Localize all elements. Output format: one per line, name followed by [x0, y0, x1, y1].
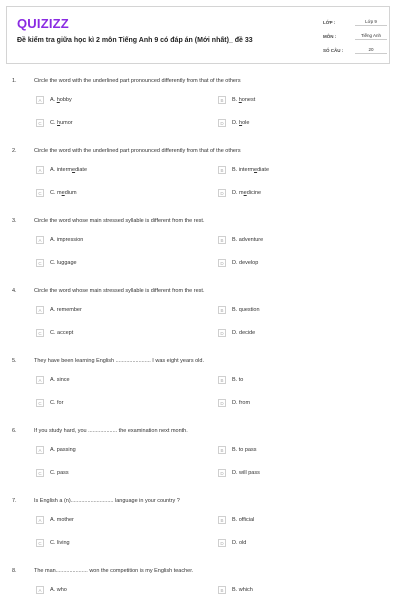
option-prefix: B.: [232, 237, 239, 243]
option-text: [232, 470, 260, 476]
option-prefix: C.: [50, 260, 58, 266]
meta-label: SỐ CÂU :: [323, 47, 344, 53]
underlined-letters: h: [57, 120, 61, 126]
option-letter-box: D: [218, 469, 226, 477]
option-letter-box: D: [218, 259, 226, 267]
answer-option[interactable]: [36, 537, 70, 549]
worksheet-header: [6, 6, 390, 64]
meta-label: MÔN :: [323, 33, 337, 39]
option-letter-box: D: [218, 399, 226, 407]
underlined-letters: e: [243, 190, 247, 196]
option-text-start: old: [239, 540, 247, 546]
question-text: Is English a (n)............................ language in your country ?: [34, 498, 180, 504]
meta-value: Lớp 9: [355, 19, 387, 26]
answer-option[interactable]: [218, 444, 256, 456]
option-letter-box: A: [36, 236, 44, 244]
option-text-start: for: [57, 400, 64, 406]
option-text: [232, 447, 256, 453]
underlined-letters: h: [238, 97, 242, 103]
underlined-letters: e: [254, 167, 258, 173]
option-letter-box: B: [218, 306, 226, 314]
option-text: [50, 260, 77, 266]
option-prefix: C.: [50, 330, 58, 336]
option-text-start: from: [239, 400, 251, 406]
meta-row-count: [323, 43, 387, 57]
option-prefix: B.: [232, 97, 239, 103]
question-number: 7.: [12, 498, 17, 504]
answer-option[interactable]: [218, 327, 255, 339]
option-prefix: D.: [232, 120, 240, 126]
option-letter-box: B: [218, 446, 226, 454]
option-prefix: B.: [232, 377, 239, 383]
question-number: 1.: [12, 78, 17, 84]
answer-option[interactable]: [218, 117, 249, 129]
question-text: They have been learning English ....................... I was eight years old.: [34, 358, 204, 364]
answer-option[interactable]: [36, 444, 76, 456]
option-prefix: A.: [50, 447, 57, 453]
meta-label: LỚP :: [323, 19, 336, 25]
option-letter-box: A: [36, 586, 44, 594]
option-letter-box: B: [218, 376, 226, 384]
question-text: Circle the word with the underlined part pronounced differently from that of the others: [34, 148, 241, 154]
meta-info: [323, 15, 387, 57]
option-letter-box: C: [36, 119, 44, 127]
option-text: [50, 587, 67, 593]
option-letter-box: C: [36, 259, 44, 267]
option-text: [232, 97, 255, 103]
option-prefix: D.: [232, 190, 240, 196]
question-number: 3.: [12, 218, 17, 224]
option-text: [50, 97, 72, 103]
underlined-letters: h: [56, 97, 60, 103]
option-prefix: D.: [232, 260, 240, 266]
answer-option[interactable]: [218, 374, 243, 386]
option-prefix: D.: [232, 470, 240, 476]
answer-option[interactable]: [36, 234, 83, 246]
option-prefix: B.: [232, 587, 239, 593]
option-letter-box: A: [36, 446, 44, 454]
option-prefix: A.: [50, 97, 57, 103]
option-text-start: adventure: [238, 237, 264, 243]
underlined-letters: e: [61, 190, 65, 196]
option-prefix: C.: [50, 540, 58, 546]
option-prefix: C.: [50, 190, 58, 196]
option-text: [232, 330, 255, 336]
answer-option[interactable]: [36, 467, 69, 479]
option-prefix: A.: [50, 237, 57, 243]
option-prefix: D.: [232, 330, 240, 336]
option-prefix: B.: [232, 307, 239, 313]
option-text: [232, 120, 249, 126]
answer-option[interactable]: [218, 397, 250, 409]
option-text-end: ole: [242, 120, 250, 126]
option-prefix: A.: [50, 587, 57, 593]
answer-option[interactable]: [218, 514, 254, 526]
quizizz-logo: QUIZIZZ: [17, 16, 69, 31]
option-prefix: D.: [232, 400, 240, 406]
underlined-letters: e: [72, 167, 76, 173]
option-text-end: diate: [75, 167, 88, 173]
question-text: If you study hard, you ................... the examination next month.: [34, 428, 188, 434]
underlined-letters: h: [239, 120, 243, 126]
option-text-start: passing: [56, 447, 76, 453]
option-prefix: A.: [50, 167, 57, 173]
option-letter-box: B: [218, 96, 226, 104]
option-text: [50, 307, 82, 313]
option-text-start: since: [56, 377, 70, 383]
option-text-start: remember: [56, 307, 82, 313]
option-text: [232, 587, 253, 593]
option-text-start: accept: [57, 330, 74, 336]
option-text-start: who: [56, 587, 67, 593]
option-letter-box: B: [218, 586, 226, 594]
option-letter-box: A: [36, 166, 44, 174]
option-text: [50, 120, 73, 126]
option-text-start: m: [57, 190, 62, 196]
answer-option[interactable]: [218, 94, 255, 106]
question-number: 8.: [12, 568, 17, 574]
option-text: [232, 260, 258, 266]
option-letter-box: A: [36, 96, 44, 104]
answer-option[interactable]: [36, 164, 87, 176]
option-text-start: to: [238, 377, 244, 383]
answer-option[interactable]: [36, 94, 72, 106]
question-text: Circle the word whose main stressed syllable is different from the rest.: [34, 218, 205, 224]
option-text: [50, 470, 69, 476]
answer-option[interactable]: [36, 374, 70, 386]
option-text-end: dicine: [246, 190, 262, 196]
answer-option[interactable]: [36, 514, 74, 526]
option-text: [50, 330, 73, 336]
question-number: 4.: [12, 288, 17, 294]
option-letter-box: C: [36, 189, 44, 197]
option-letter-box: D: [218, 189, 226, 197]
option-prefix: A.: [50, 307, 57, 313]
option-text: [50, 377, 70, 383]
option-text: [232, 377, 243, 383]
answer-option[interactable]: [218, 164, 269, 176]
question-number: 6.: [12, 428, 17, 434]
option-letter-box: B: [218, 166, 226, 174]
option-text-start: which: [238, 587, 253, 593]
option-text: [50, 400, 63, 406]
option-prefix: C.: [50, 400, 58, 406]
option-text: [50, 540, 70, 546]
option-text: [232, 237, 263, 243]
option-text: [50, 447, 76, 453]
option-text-start: develop: [239, 260, 259, 266]
option-text-start: interm: [238, 167, 255, 173]
option-letter-box: C: [36, 469, 44, 477]
option-text: [50, 190, 77, 196]
option-text-start: mother: [56, 517, 74, 523]
option-letter-box: A: [36, 376, 44, 384]
option-text-start: m: [239, 190, 244, 196]
option-text-end: obby: [59, 97, 72, 103]
option-prefix: D.: [232, 540, 240, 546]
option-text-start: will pass: [239, 470, 260, 476]
option-text-start: question: [238, 307, 260, 313]
option-letter-box: D: [218, 329, 226, 337]
option-text-start: pass: [57, 470, 69, 476]
option-text: [50, 237, 83, 243]
question-text: The man..................... won the competition is my English teacher.: [34, 568, 194, 574]
answer-option[interactable]: [218, 467, 260, 479]
answer-option[interactable]: [218, 537, 246, 549]
question-text: Circle the word with the underlined part pronounced differently from that of the others: [34, 78, 241, 84]
answer-option[interactable]: [36, 187, 77, 199]
option-prefix: C.: [50, 120, 58, 126]
option-text-start: official: [238, 517, 255, 523]
option-text-start: decide: [239, 330, 256, 336]
question-text: Circle the word whose main stressed syllable is different from the rest.: [34, 288, 205, 294]
answer-option[interactable]: [218, 304, 260, 316]
option-letter-box: B: [218, 236, 226, 244]
option-text: [232, 517, 254, 523]
option-text: [232, 190, 261, 196]
option-letter-box: C: [36, 329, 44, 337]
meta-value: 20: [355, 47, 387, 54]
option-letter-box: D: [218, 119, 226, 127]
answer-option[interactable]: [218, 257, 258, 269]
option-text-start: living: [57, 540, 70, 546]
option-text: [50, 167, 87, 173]
option-prefix: B.: [232, 447, 239, 453]
option-text: [232, 400, 250, 406]
option-text-start: impression: [56, 237, 84, 243]
option-letter-box: B: [218, 516, 226, 524]
answer-option[interactable]: [36, 397, 63, 409]
option-text: [232, 307, 260, 313]
option-prefix: B.: [232, 167, 239, 173]
option-text-start: interm: [56, 167, 73, 173]
option-letter-box: D: [218, 539, 226, 547]
answer-option[interactable]: [218, 234, 263, 246]
meta-value: Tiếng Anh: [355, 33, 387, 40]
option-text-end: umor: [60, 120, 73, 126]
question-number: 2.: [12, 148, 17, 154]
option-text: [50, 517, 74, 523]
meta-row-subject: [323, 29, 387, 43]
option-prefix: B.: [232, 517, 239, 523]
option-text-end: dium: [64, 190, 77, 196]
option-letter-box: A: [36, 516, 44, 524]
option-prefix: C.: [50, 470, 58, 476]
option-text: [232, 540, 246, 546]
option-letter-box: C: [36, 539, 44, 547]
answer-option[interactable]: [36, 327, 73, 339]
answer-option[interactable]: [218, 187, 261, 199]
answer-option[interactable]: [36, 304, 82, 316]
option-prefix: A.: [50, 377, 57, 383]
answer-option[interactable]: [36, 117, 73, 129]
option-text-start: to pass: [238, 447, 257, 453]
option-letter-box: A: [36, 306, 44, 314]
worksheet-title: Đề kiểm tra giữa học kì 2 môn Tiếng Anh 9 có đáp án (Mới nhất)_ đề 33: [17, 37, 253, 44]
meta-row-class: [323, 15, 387, 29]
option-text: [232, 167, 269, 173]
option-text-start: luggage: [57, 260, 77, 266]
option-letter-box: C: [36, 399, 44, 407]
option-prefix: A.: [50, 517, 57, 523]
answer-option[interactable]: [36, 584, 67, 596]
answer-option[interactable]: [36, 257, 77, 269]
question-number: 5.: [12, 358, 17, 364]
option-text-end: diate: [257, 167, 270, 173]
option-text-end: onest: [241, 97, 256, 103]
answer-option[interactable]: [218, 584, 253, 596]
